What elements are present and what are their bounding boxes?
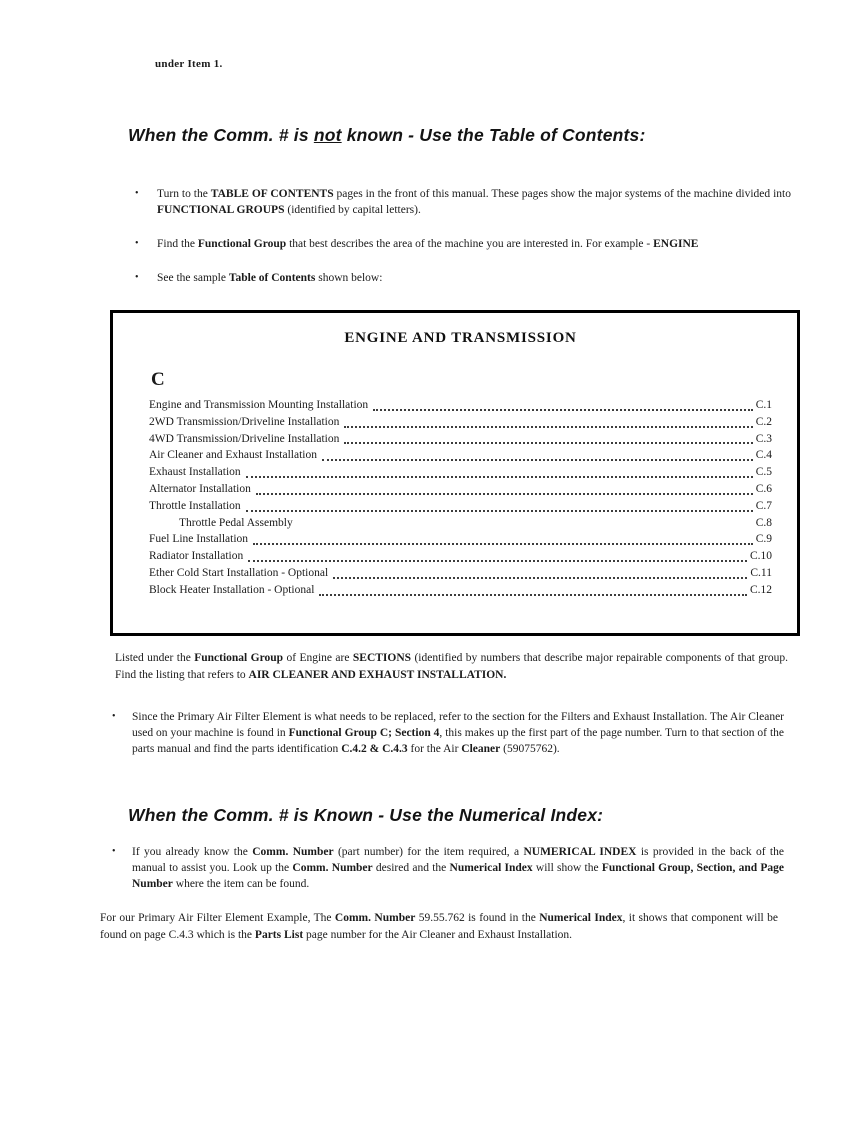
text-segment: Functional Group <box>194 652 284 664</box>
bullet-marker: • <box>135 272 139 283</box>
text-segment: of Engine are <box>283 652 353 664</box>
text-segment: (identified by capital letters). <box>284 204 421 216</box>
toc-entry-title: Ether Cold Start Installation - Optional <box>149 566 329 579</box>
toc-entry <box>149 582 772 599</box>
toc-group-letter: C <box>151 369 165 390</box>
text-segment: When the Comm. # is Known - Use the Numerical Index: <box>128 805 604 825</box>
toc-entry <box>149 414 772 431</box>
text-segment: where the item can be found. <box>172 878 310 890</box>
text-segment: for the Air <box>407 743 462 755</box>
toc-entry-title: Fuel Line Installation <box>149 533 249 546</box>
text-segment: TABLE OF CONTENTS <box>210 188 334 200</box>
bullet-item <box>135 186 791 218</box>
toc-leader-dots <box>248 560 747 562</box>
toc-entry <box>149 565 772 582</box>
text-segment: , this makes up the first part of the page number. Turn to that section of the parts manual and find the parts identification <box>132 727 784 755</box>
bullet-item <box>112 844 784 892</box>
toc-entry-title: Throttle Pedal Assembly <box>179 516 293 529</box>
toc-entry-page: C.3 <box>755 432 772 445</box>
text-segment: Comm. Number <box>292 862 373 874</box>
text-segment: page number for the Air Cleaner and Exhaust Installation. <box>303 928 573 941</box>
toc-entry-title: Throttle Installation <box>149 499 241 512</box>
bullet-marker: • <box>112 711 116 722</box>
bullet-item <box>135 270 791 286</box>
toc-entry-title: Engine and Transmission Mounting Installation <box>149 399 369 411</box>
text-segment: not <box>313 125 342 145</box>
toc-entry <box>149 464 772 481</box>
bullet-list-known <box>112 844 784 892</box>
toc-leader-dots <box>319 594 747 596</box>
text-segment: When the Comm. # is <box>128 125 314 145</box>
paragraph-closing <box>100 910 778 943</box>
bullet-marker: • <box>135 188 139 199</box>
text-segment: FUNCTIONAL GROUPS <box>157 204 285 216</box>
toc-leader-dots <box>256 493 753 495</box>
section-heading-known <box>128 805 806 826</box>
toc-leader-dots <box>246 510 753 512</box>
text-segment: (identified by numbers that describe major repairable components of that group. Find the listing that refers to <box>115 652 788 681</box>
text-segment: Comm. Number <box>252 846 334 858</box>
text-segment: is provided in the back of the manual to assist you. Look up the <box>132 846 784 874</box>
toc-entry <box>149 548 772 565</box>
text-segment: that best describes the area of the machine you are interested in. For example - <box>286 238 654 250</box>
paragraph-sections-note <box>115 650 788 683</box>
toc-entry-page: C.7 <box>755 499 772 512</box>
toc-entry-page: C.5 <box>755 466 772 479</box>
text-segment: If you already know the <box>132 846 253 858</box>
toc-leader-dots <box>298 526 753 528</box>
text-segment: AIR CLEANER AND EXHAUST INSTALLATION. <box>248 668 507 681</box>
toc-leader-dots <box>333 577 747 579</box>
bullet-text <box>157 236 791 252</box>
text-segment: Listed under the <box>115 652 195 664</box>
text-segment: 59.55.762 is found in the <box>415 912 540 924</box>
text-segment: known - Use the Table of Contents: <box>341 125 646 145</box>
text-segment: pages in the front of this manual. These pages show the major systems of the machine divided into <box>333 188 791 200</box>
toc-entry <box>149 531 772 548</box>
toc-entry-page: C.2 <box>755 415 772 428</box>
toc-entry-title: 4WD Transmission/Driveline Installation <box>149 432 340 445</box>
toc-entry-title: Block Heater Installation - Optional <box>149 583 315 596</box>
text-segment: For our Primary Air Filter Element Example, The <box>100 912 335 924</box>
toc-entry-page: C.12 <box>749 583 772 596</box>
toc-entry-title: Alternator Installation <box>149 482 251 495</box>
toc-entry-page: C.11 <box>750 566 772 579</box>
text-segment: Numerical Index <box>539 912 623 924</box>
top-note: under Item 1. <box>155 58 223 70</box>
toc-entry <box>149 515 772 532</box>
toc-entry-page: C.9 <box>755 533 772 546</box>
text-segment: Functional Group, Section, and Page Number <box>132 862 784 890</box>
toc-entry <box>149 397 772 414</box>
bullet-text <box>157 186 791 218</box>
text-segment: Since the Primary Air Filter Element is what needs to be replaced, refer to the section for the Filters and Exhaust Installation. The Air Cleaner used on your machine is found in <box>132 711 784 739</box>
toc-entry-page: C.6 <box>755 482 772 495</box>
text-segment: (59075762). <box>500 743 560 755</box>
toc-box <box>110 310 800 636</box>
text-segment: (part number) for the item required, a <box>333 846 524 858</box>
text-segment: Table of Contents <box>228 272 316 284</box>
toc-entry-title: 2WD Transmission/Driveline Installation <box>149 415 340 428</box>
text-segment: will show the <box>532 862 602 874</box>
bullet-text <box>132 709 784 757</box>
text-segment: See the sample <box>157 272 229 284</box>
text-segment: Parts List <box>254 928 304 941</box>
toc-leader-dots <box>344 442 752 444</box>
bullet-marker: • <box>112 846 116 857</box>
toc-entry-title: Exhaust Installation <box>149 466 241 479</box>
bullet-text <box>132 844 784 892</box>
bullet-list-air-cleaner <box>112 709 784 757</box>
toc-title: ENGINE AND TRANSMISSION <box>344 330 577 346</box>
toc-entry-page: C.10 <box>749 550 772 563</box>
text-segment: Numerical Index <box>449 862 533 874</box>
text-segment: Functional Group C; Section 4 <box>288 727 440 739</box>
toc-leader-dots <box>344 426 752 428</box>
bullet-marker: • <box>135 238 139 249</box>
bullet-item <box>135 236 791 252</box>
text-segment: Cleaner <box>461 743 501 755</box>
text-segment: Comm. Number <box>334 912 416 924</box>
toc-entry <box>149 431 772 448</box>
text-segment: NUMERICAL INDEX <box>523 846 637 858</box>
toc-entry-page: C.8 <box>755 516 772 529</box>
toc-entry-list <box>149 397 772 599</box>
toc-entry <box>149 481 772 498</box>
text-segment: , it shows that component will be found on page C.4.3 which is the <box>100 912 779 941</box>
bullet-text <box>157 270 791 286</box>
text-segment: Find the <box>157 238 198 250</box>
text-segment: shown below: <box>315 272 383 284</box>
toc-leader-dots <box>373 409 753 411</box>
toc-entry <box>149 447 772 464</box>
text-segment: C.4.2 & C.4.3 <box>341 743 408 755</box>
toc-leader-dots <box>253 543 753 545</box>
text-segment: Functional Group <box>197 238 287 250</box>
bullet-list-not-known <box>135 186 791 286</box>
text-segment: desired and the <box>372 862 450 874</box>
toc-leader-dots <box>322 459 753 461</box>
toc-leader-dots <box>246 476 753 478</box>
section-heading-not-known <box>128 125 806 146</box>
text-segment: SECTIONS <box>352 652 412 664</box>
toc-entry-page: C.1 <box>755 399 772 411</box>
toc-entry-title: Air Cleaner and Exhaust Installation <box>149 449 317 462</box>
text-segment: ENGINE <box>653 238 699 250</box>
toc-entry-title: Radiator Installation <box>149 550 244 563</box>
toc-entry <box>149 498 772 515</box>
toc-entry-page: C.4 <box>755 449 772 462</box>
text-segment: Turn to the <box>157 188 211 200</box>
bullet-item <box>112 709 784 757</box>
